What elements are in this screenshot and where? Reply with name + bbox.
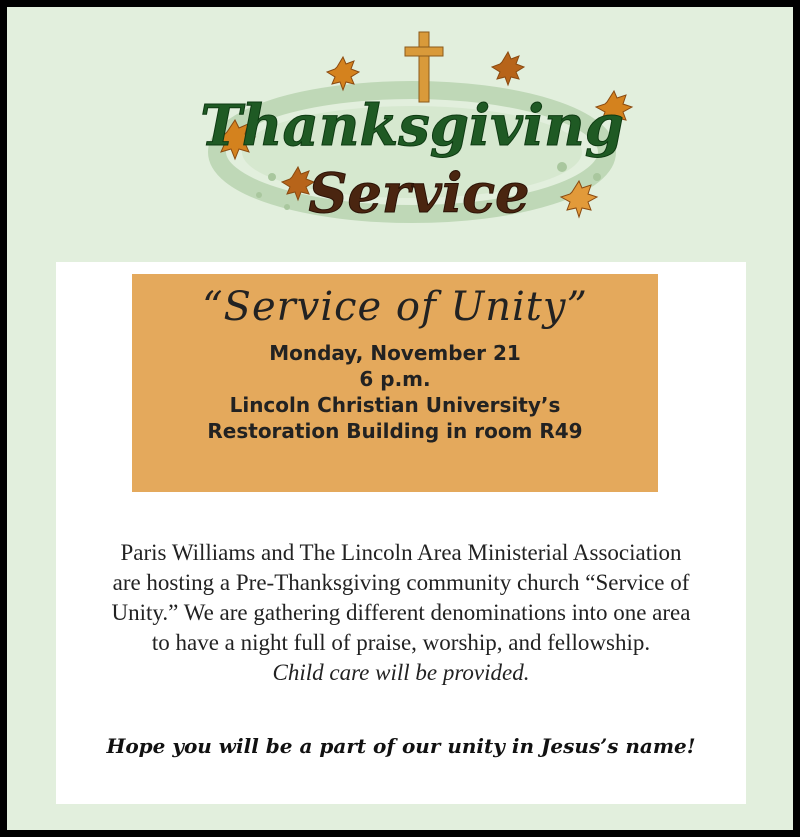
thanksgiving-service-logo (187, 27, 637, 252)
event-description (56, 538, 746, 688)
description-line: to have a night full of praise, worship, and fellowship. (151, 630, 651, 655)
info-card (56, 262, 746, 804)
child-care-note: Child care will be provided. (272, 660, 530, 685)
event-time: 6 p.m. (359, 367, 431, 391)
event-venue-line1: Lincoln Christian University’s (229, 393, 561, 417)
description-line: Unity.” We are gathering different denominations into one area (111, 600, 691, 625)
description-line: are hosting a Pre-Thanksgiving community church “Service of (112, 570, 690, 595)
event-title: “Service of Unity” (202, 284, 588, 330)
closing-message: Hope you will be a part of our unity in Jesus’s name! (106, 734, 696, 758)
event-venue-line2: Restoration Building in room R49 (207, 419, 583, 443)
event-banner (132, 274, 658, 492)
event-date: Monday, November 21 (269, 341, 521, 365)
page-frame (7, 7, 793, 830)
logo-line2: Service (308, 161, 530, 225)
logo-line1: Thanksgiving (200, 93, 624, 159)
description-line: Paris Williams and The Lincoln Area Ministerial Association (120, 540, 682, 565)
